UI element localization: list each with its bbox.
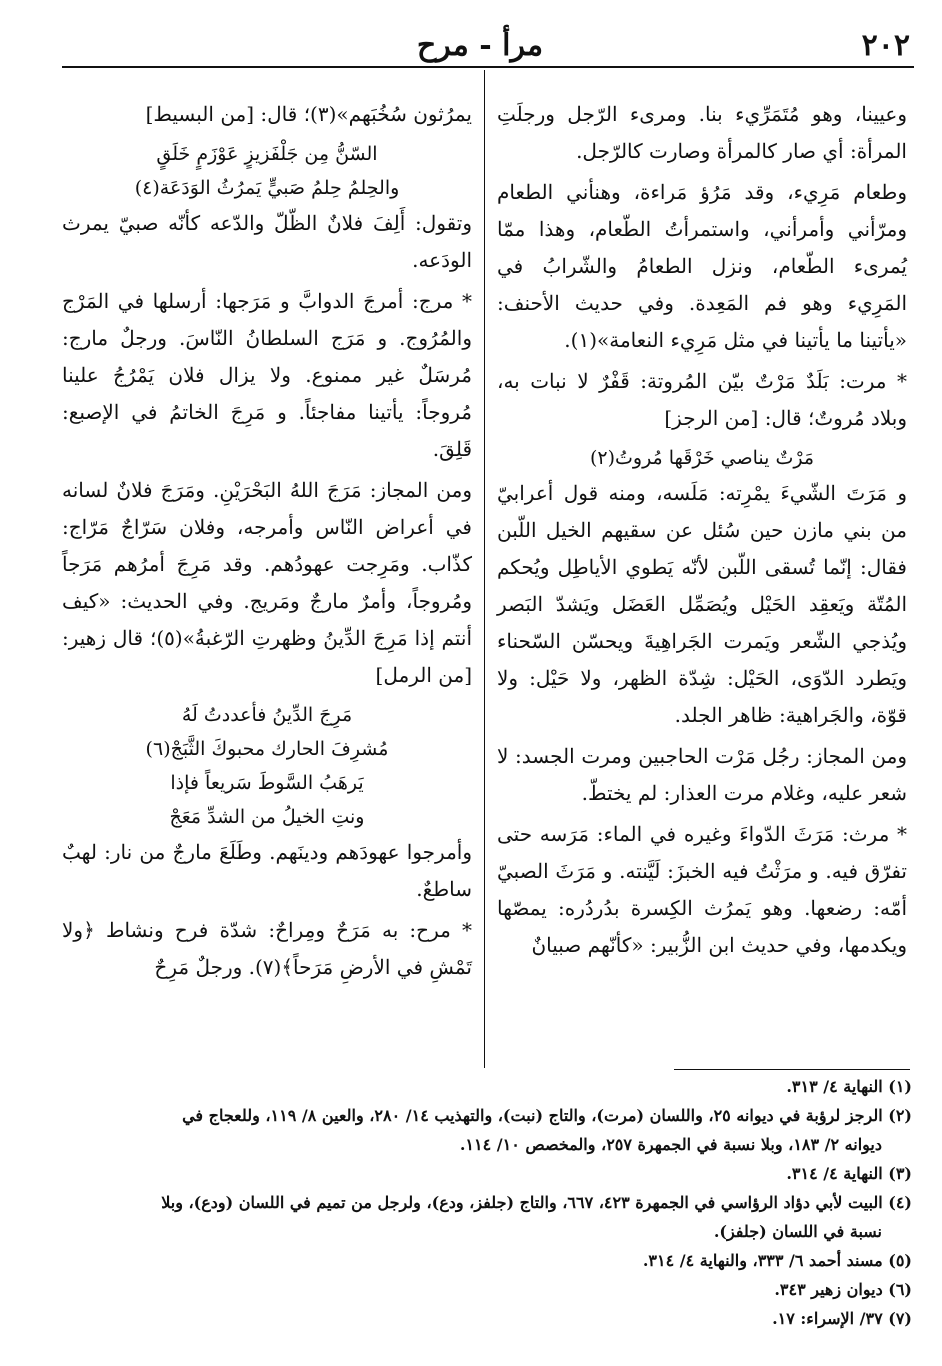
verse-line: والحِلمُ حِلمُ صَبيٍّ يَمرُثُ الوَدَعَة(٤) [134, 177, 400, 199]
footnote: (٤) البيت لأبي دؤاد الرؤاسي في الجمهرة ٤٢٣، ٦٦٧، والتاج (جلفز، ودع)، ولرجل من تميم في اللسان (ودع)، وبلا [161, 1193, 912, 1212]
footnote: (٢) الرجز لرؤبة في ديوانه ٢٥، واللسان (مرت)، والتاج (نبت)، والتهذيب ١٤/ ٢٨٠، والعين ٨/ ١١٩، وللعجاج في [182, 1106, 912, 1125]
footnote: (٦) ديوان زهير ٣٤٣. [774, 1280, 912, 1299]
footnotes [62, 1072, 912, 1333]
column-divider [484, 70, 485, 1068]
right-column [497, 96, 907, 968]
paragraph: ومن المجاز: مَرَجَ اللهُ البَحْرَيْنِ. ومَرَجَ فلانٌ لسانه في أعراض النّاس وأمرجه، وفلان سَرّاجٌ مَرّاج: كذّاب. ومَرِجت عهودُهم. وقد مَرِجَ أمرُهم مَرَجاً ومُروجاً، وأمرٌ مارجٌ ومَريج. وفي الحديث: «كيف أنتم إذا مَرِجَ الدِّينُ وظهرتِ الرّغبةُ»(٥)؛ قال زهير: [من الرمل] [62, 478, 472, 687]
paragraph: وعيينا، وهو مُتَمَرِّيء بنا. ومرىء الرّجل ورجلَتِ المرأة: أي صار كالمرأة وصارت كالرّجل. [497, 102, 907, 163]
footnote: (٧) ٣٧/ الإسراء: ١٧. [772, 1309, 912, 1328]
verse-line: مَرْتٌ يناصي خَرْقَها مُروتُ(٢) [589, 447, 815, 469]
entry-mrh: * مرح: به مَرَحٌ ومِراحٌ: شدّة فرح ونشاط ﴿ولا تَمْشِ في الأرضِ مَرَحاً﴾(٧). ورجلٌ مَرِحٌ [62, 918, 472, 979]
paragraph: يمرُثون سُخُبَهم»(٣)؛ قال: [من البسيط] [145, 102, 472, 126]
paragraph: وطعام مَرِيء، وقد مَرُؤ مَراءة، وهنأني الطعام ومرّأني وأمرأني، واستمرأتُ الطّعام، وهذا ممّا يُمرىء الطّعام، ونزل الطعامُ والشّرابُ في المَرِيء وهو فم المَعِدة. وفي حديث الأحنف: «يأتينا ما يأتينا في مثل مَرِيء النعامة»(١). [497, 180, 907, 352]
verse-line: ونتِ الخيلُ من الشدِّ مَعَجْ [169, 806, 365, 828]
footnote: (١) النهاية ٤/ ٣١٣. [786, 1077, 912, 1096]
entry-mrt: * مرت: بَلَدٌ مَرْتٌ بيّن المُروتة: قَفْرٌ لا نبات به، وبلاد مُروتٌ؛ قال: [من الرجز] [497, 369, 907, 430]
header-rule [62, 66, 914, 68]
verse-line: مُشرِفَ الحارك محبوكَ الثَّبَجْ(٦) [145, 738, 389, 760]
paragraph: و مَرَتَ الشّيءَ يمْرِته: مَلَسه، ومنه قول أعرابيّ من بني مازن حين سُئل عن سقيهم الخيل اللّبن فقال: إنّما تُسقى اللّبن لأنّه يَطوي الأياطِل ويُحكم المُتّة ويَعقِد الحَيْل ويُصَمِّل العَضَل ويَشدّ البَصر ويُذجي الشّعر ويَمرت الجَراهِيةَ ويحسّن السّحناء ويَطرد الدّوَى، الحَيْل: شِدّة الظهر، ولا حَيْل: ولا قوّة، والجَراهية: ظاهر الجلد. [497, 481, 907, 727]
running-title: مرأ - مرح [416, 28, 544, 63]
left-column [62, 96, 472, 990]
footnote-continuation: نسبة في اللسان (جلفز). [713, 1222, 882, 1241]
footnote-rule [674, 1069, 910, 1070]
entry-mrj: * مرج: أمرجَ الدوابَّ و مَرَجها: أرسلها في المَرْج والمُرُوج. و مَرَج السلطانُ النّاسَ. ورجلٌ مارج: مُرسَلٌ غير ممنوع. ولا يزال فلان يَمْرُجُ علينا مُروجاً: يأتينا مفاجئاً. و مَرِجَ الخاتمُ في الإصبع: قَلِقَ. [62, 289, 472, 461]
entry-mrth: * مرث: مَرَثَ الدّواءَ وغيره في الماء: مَرَسه حتى تفرّق فيه. و مرَثْتُ فيه الخبزَ: لَيَّنته. و مَرَثَ الصبيّ أمّه: رضعها. وهو يَمرُث الكِسرة بدُردُره: يمصّها ويكدمها، وفي حديث ابن الزُّبير: «كأنّهم صبيانٌ [497, 822, 907, 957]
footnote: (٥) مسند أحمد ٦/ ٣٣٣، والنهاية ٤/ ٣١٤. [642, 1251, 912, 1270]
paragraph: وأمرجوا عهودَهم ودينَهم. وطَلَعَ مارجٌ من نار: لهبٌ ساطعٌ. [62, 840, 472, 901]
footnote-continuation: ديوانه ٢/ ١٨٣، وبلا نسبة في الجمهرة ٢٥٧، والمخصص ١٠/ ١١٤. [459, 1135, 882, 1154]
verse-line: مَرِجَ الدِّينُ فأعددتُ لَهُ [181, 704, 353, 726]
page-number: ٢٠٢ [861, 28, 910, 63]
paragraph: ومن المجاز: رجُل مَرْت الحاجبين ومرت الجسد: لا شعر عليه، وغلام مرت العذار: لم يختطّ. [497, 744, 907, 805]
footnote: (٣) النهاية ٤/ ٣١٤. [786, 1164, 912, 1183]
verse-line: يَرهَبُ السَّوطَ سَريعاً فإذا [170, 772, 364, 794]
verse-line: السّنُّ مِن جَلْفَزيزٍ عَوْزَمٍ خَلَقٍ [156, 143, 378, 165]
paragraph: وتقول: أَلِفَ فلانٌ الظّلّ والدّعه كأنّه صبيّ يمرث الودَعه. [62, 211, 472, 272]
